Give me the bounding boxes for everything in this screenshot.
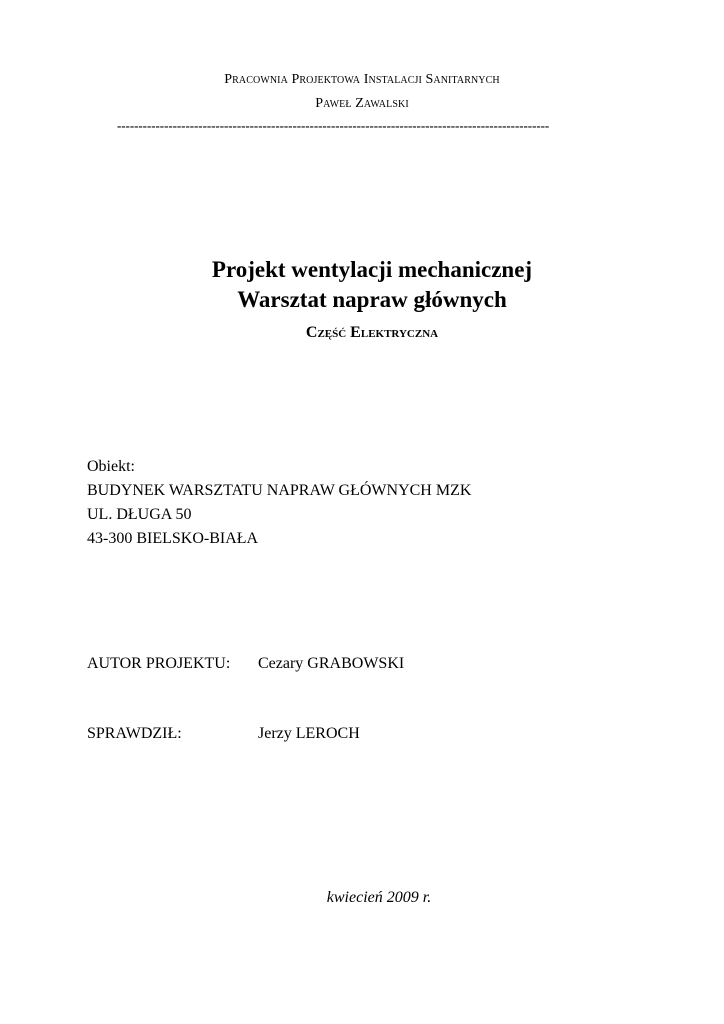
author-label: AUTOR PROJEKTU:: [87, 655, 231, 672]
object-city: 43-300 BIELSKO-BIAŁA: [87, 530, 259, 547]
project-part: Część Elektryczna: [305, 324, 439, 341]
object-label: Obiekt:: [87, 458, 135, 475]
object-street: UL. DŁUGA 50: [87, 506, 192, 523]
author-name: Cezary GRABOWSKI: [258, 655, 405, 672]
firm-owner: Paweł Zawalski: [315, 96, 409, 111]
checked-by-name: Jerzy LEROCH: [258, 725, 360, 742]
project-title: Projekt wentylacji mechanicznej: [211, 257, 533, 282]
document-date: kwiecień 2009 r.: [326, 889, 432, 906]
object-building: BUDYNEK WARSZTATU NAPRAW GŁÓWNYCH MZK: [87, 482, 472, 499]
checked-by-label: SPRAWDZIŁ:: [87, 725, 182, 742]
firm-name: Pracownia Projektowa Instalacji Sanitarnych: [224, 72, 500, 87]
project-subject: Warsztat napraw głównych: [237, 287, 507, 312]
header-divider: -----------------------------------------------------------------------------------------------------: [117, 118, 550, 133]
